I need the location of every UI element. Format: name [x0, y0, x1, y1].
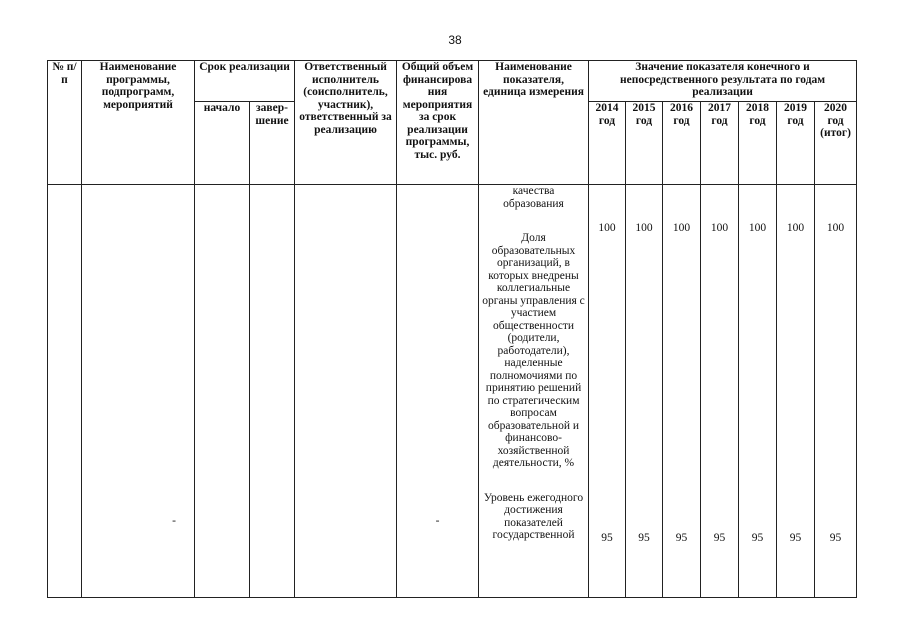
cell-value-2017: 100 95 — [701, 185, 739, 598]
header-year-2019: 2019 год — [777, 102, 815, 185]
cell-value-2016: 100 95 — [663, 185, 701, 598]
indicator-name: качества образования — [503, 185, 564, 210]
header-funding: Общий объем финансирова ния мероприятия за срок реализации программы, тыс. руб. — [397, 61, 479, 185]
header-year-2020: 2020 год (итог) — [815, 102, 857, 185]
cell-value-2015: 100 95 — [626, 185, 663, 598]
header-values: Значение показателя конечного и непосредственного результата по годам реализации — [589, 61, 857, 102]
header-number: № п/п — [48, 61, 82, 185]
cell-value-2018: 100 95 — [739, 185, 777, 598]
header-year-2018: 2018 год — [739, 102, 777, 185]
header-program-name: Наименование программы, подпрограмм, мероприятий — [82, 61, 195, 185]
cell-term-end — [250, 185, 295, 598]
cell-funding: - — [397, 185, 479, 598]
cell-value-2020: 100 95 — [815, 185, 857, 598]
header-term-end: завер- шение — [250, 102, 295, 185]
cell-responsible — [295, 185, 397, 598]
cell-indicators — [479, 185, 589, 598]
header-term: Срок реализации — [195, 61, 295, 102]
header-responsible: Ответственный исполнитель (соисполнитель, участник), ответственный за реализацию — [295, 61, 397, 185]
indicator-name: Уровень ежегодного достижения показателей государственной — [483, 491, 584, 541]
cell-value-2014: 100 95 — [589, 185, 626, 598]
header-term-start: начало — [195, 102, 250, 185]
header-year-2016: 2016 год — [663, 102, 701, 185]
program-table — [47, 60, 857, 598]
header-year-2014: 2014 год — [589, 102, 626, 185]
header-year-2015: 2015 год — [626, 102, 663, 185]
header-indicator: Наименование показателя, единица измерения — [479, 61, 589, 185]
table-row — [48, 185, 857, 598]
cell-value-2019: 100 95 — [777, 185, 815, 598]
header-year-2017: 2017 год — [701, 102, 739, 185]
cell-number — [48, 185, 82, 598]
page-number: 38 — [448, 33, 462, 47]
indicator-name: Доля образовательных организаций, в которых внедрены коллегиальные органы управления с участием общественности (родители, работодатели), наделенные полномочиями по принятию решений по стратегическим вопросам образовательной и финансово-хозяйственной деятельности, % — [482, 232, 585, 469]
cell-program-name: - — [82, 185, 195, 598]
cell-term-start — [195, 185, 250, 598]
